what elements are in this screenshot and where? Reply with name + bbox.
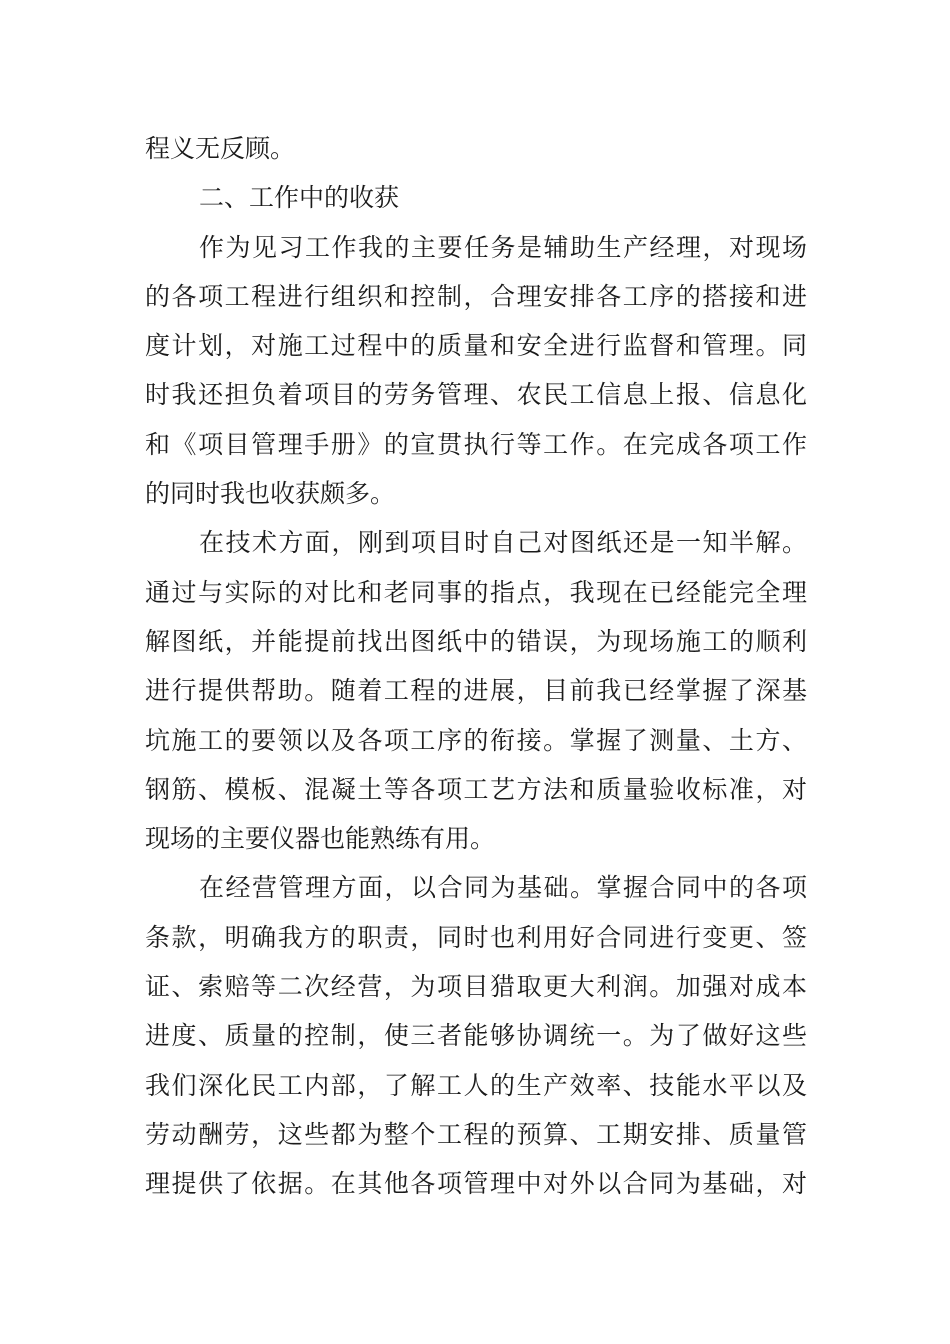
- section-heading: 二、工作中的收获: [199, 183, 400, 213]
- text-line: 时我还担负着项目的劳务管理、农民工信息上报、信息化: [145, 380, 807, 410]
- text-line: 进行提供帮助。随着工程的进展，目前我已经掌握了深基: [145, 676, 807, 706]
- text-line: 解图纸，并能提前找出图纸中的错误，为现场施工的顺利: [145, 626, 807, 656]
- text-line: 度计划，对施工过程中的质量和安全进行监督和管理。同: [145, 331, 807, 361]
- text-line: 条款，明确我方的职责，同时也利用好合同进行变更、签: [145, 922, 807, 952]
- text-line: 劳动酬劳，这些都为整个工程的预算、工期安排、质量管: [145, 1119, 807, 1149]
- text-line: 进度、质量的控制，使三者能够协调统一。为了做好这些: [145, 1021, 807, 1051]
- text-line: 我们深化民工内部，了解工人的生产效率、技能水平以及: [145, 1070, 807, 1100]
- text-line: 的各项工程进行组织和控制，合理安排各工序的搭接和进: [145, 281, 807, 311]
- text-line: 坑施工的要领以及各项工序的衔接。掌握了测量、土方、: [145, 725, 807, 755]
- text-line: 作为见习工作我的主要任务是辅助生产经理，对现场: [199, 232, 807, 262]
- text-line: 证、索赔等二次经营，为项目猎取更大利润。加强对成本: [145, 972, 807, 1002]
- text-line: 通过与实际的对比和老同事的指点，我现在已经能完全理: [145, 577, 807, 607]
- text-line: 钢筋、模板、混凝土等各项工艺方法和质量验收标准，对: [145, 774, 807, 804]
- text-line: 现场的主要仪器也能熟练有用。: [145, 824, 496, 854]
- text-line: 在经营管理方面，以合同为基础。掌握合同中的各项: [199, 873, 807, 903]
- text-line: 程义无反顾。: [145, 134, 296, 163]
- text-line: 在技术方面，刚到项目时自己对图纸还是一知半解。: [199, 528, 807, 558]
- text-line: 理提供了依据。在其他各项管理中对外以合同为基础，对: [145, 1169, 807, 1199]
- text-line: 和《项目管理手册》的宣贯执行等工作。在完成各项工作: [145, 429, 807, 459]
- body-text: [145, 124, 807, 1209]
- text-line: 的同时我也收获颇多。: [145, 479, 396, 509]
